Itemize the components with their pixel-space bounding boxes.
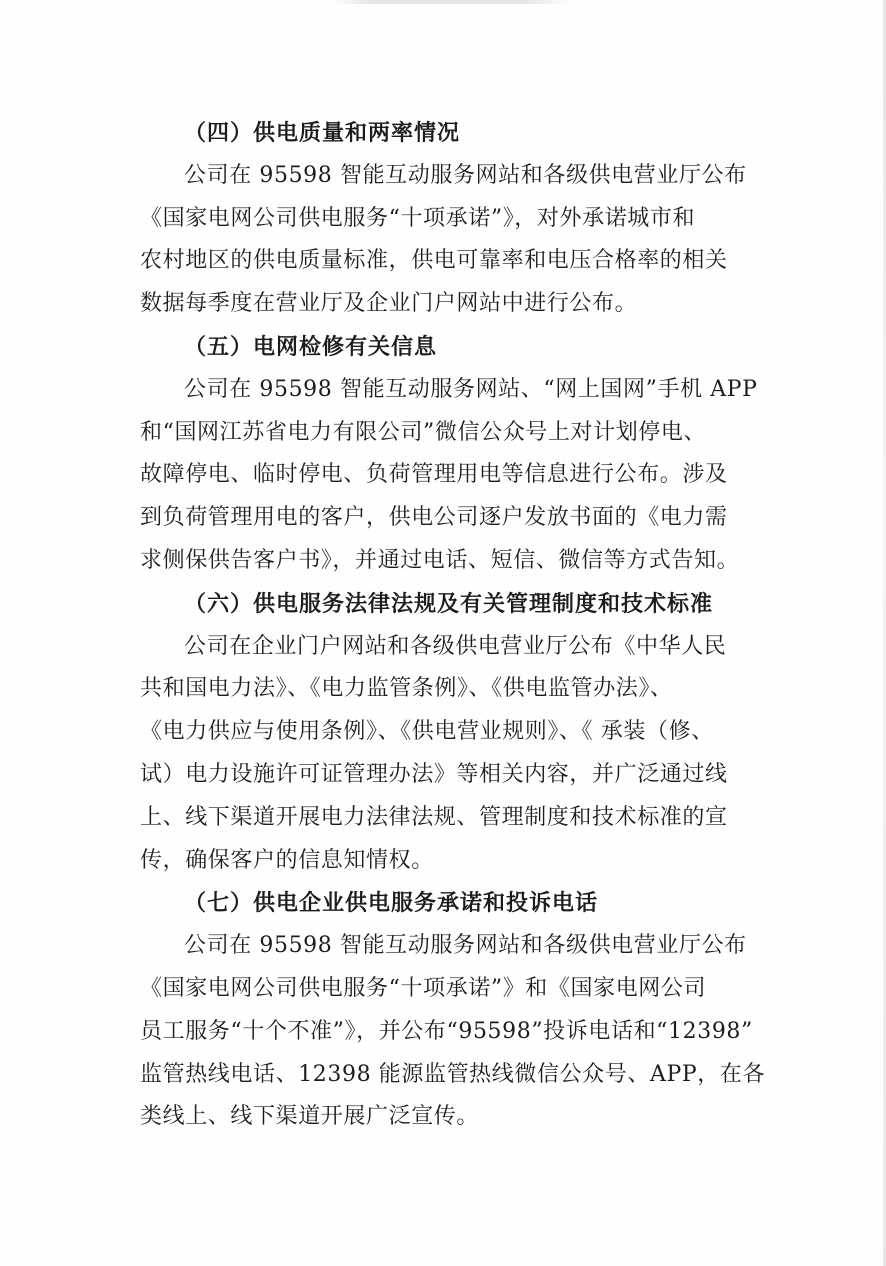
paragraph-line: 数据每季度在营业厅及企业门户网站中进行公布。 xyxy=(140,291,638,317)
paragraph-line: 求侧保供告客户书》，并通过电话、短信、微信等方式告知。 xyxy=(140,547,740,573)
paragraph-line: 试）电力设施许可证管理办法》等相关内容，并广泛通过线 xyxy=(140,761,728,787)
paragraph-line: 公司在 95598 智能互动服务网站、“网上国网”手机 APP xyxy=(184,376,758,402)
paragraph-line: 公司在 95598 智能互动服务网站和各级供电营业厅公布 xyxy=(184,933,747,959)
section-heading-4: （四）供电质量和两率情况 xyxy=(184,120,461,146)
paragraph-line: 农村地区的供电质量标准，供电可靠率和电压合格率的相关 xyxy=(140,248,728,274)
paragraph-line: 上、线下渠道开展电力法律法规、管理制度和技术标准的宣 xyxy=(140,804,728,830)
paragraph-line: 共和国电力法》、《电力监管条例》、《供电监管办法》、 xyxy=(140,676,673,702)
paragraph-line: 《国家电网公司供电服务“十项承诺”》，对外承诺城市和 xyxy=(140,205,696,231)
paragraph-line: 故障停电、临时停电、负荷管理用电等信息进行公布。涉及 xyxy=(140,462,728,488)
paragraph-line: 《电力供应与使用条例》、《供电营业规则》、《 承装（修、 xyxy=(140,719,714,745)
paragraph-line: 员工服务“十个不准”》，并公布“95598”投诉电话和“12398” xyxy=(140,1018,753,1044)
paragraph-line: 类线上、线下渠道开展广泛宣传。 xyxy=(140,1104,480,1130)
paragraph-line: 到负荷管理用电的客户，供电公司逐户发放书面的《电力需 xyxy=(140,505,728,531)
scan-edge-top xyxy=(330,0,570,4)
section-heading-6: （六）供电服务法律法规及有关管理制度和技术标准 xyxy=(184,590,714,617)
paragraph-line: 公司在企业门户网站和各级供电营业厅公布《中华人民 xyxy=(184,633,727,659)
paragraph-line: 和“国网江苏省电力有限公司”微信公众号上对计划停电、 xyxy=(140,419,707,445)
document-body xyxy=(140,112,766,1139)
paragraph-line: 公司在 95598 智能互动服务网站和各级供电营业厅公布 xyxy=(184,162,747,188)
paragraph-line: 《国家电网公司供电服务“十项承诺”》和《国家电网公司 xyxy=(140,975,707,1001)
section-heading-7: （七）供电企业供电服务承诺和投诉电话 xyxy=(184,890,599,917)
paragraph-line: 监管热线电话、12398 能源监管热线微信公众号、APP，在各 xyxy=(140,1061,766,1087)
paragraph-line: 传，确保客户的信息知情权。 xyxy=(140,847,434,873)
section-heading-5: （五）电网检修有关信息 xyxy=(184,333,438,360)
